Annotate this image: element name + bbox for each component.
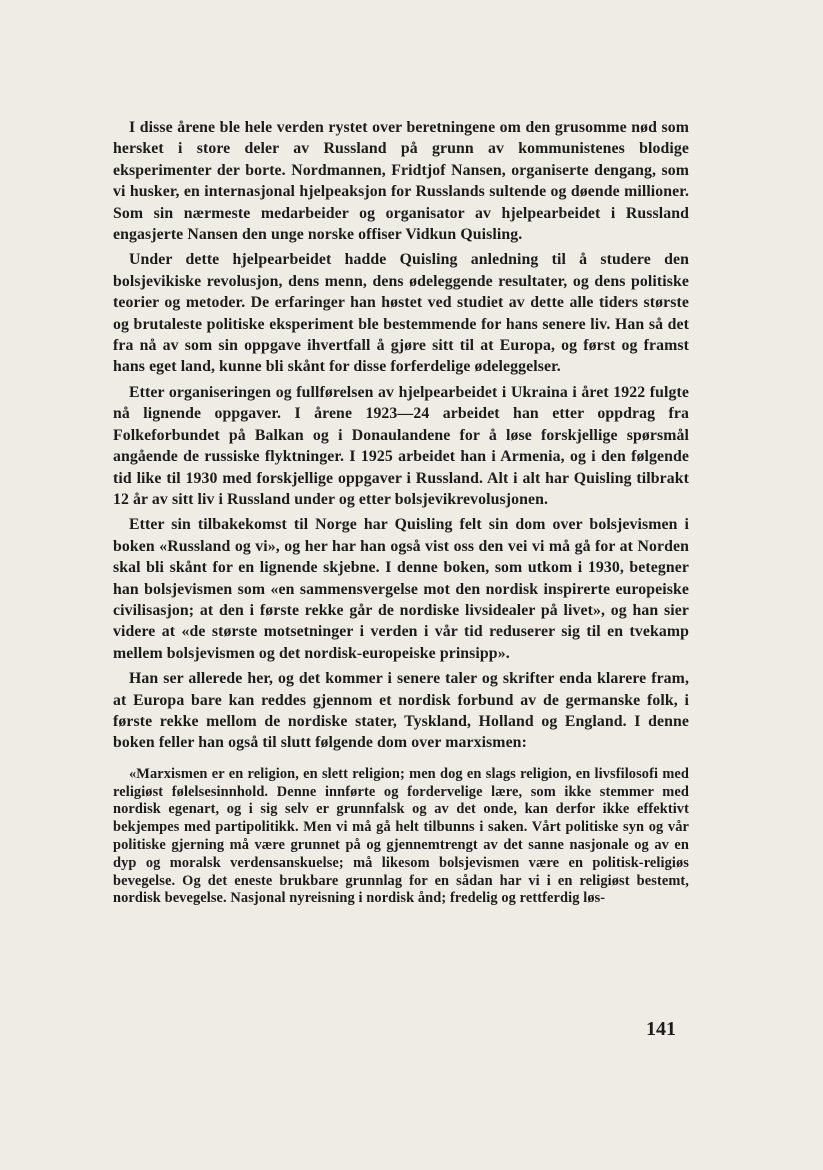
paragraph-famine: I disse årene ble hele verden rystet over beretningene om den grusomme nød som hersket i store deler av Russland på grunn av kommunistenes blodige eksperimenter der borte. Nordmannen, Fridtjof Nansen, organiserte dengang, som vi husker, en internasjonal hjelpeaksjon for Russlands sultende og døende millioner. Som sin nærmeste medarbeider og organisator av hjelpearbeidet i Russland engasjerte Nansen den unge norske offiser Vidkun Quisling. xyxy=(113,119,689,244)
paragraph-missions: Etter organiseringen og fullførelsen av hjelpearbeidet i Ukraina i året 1922 fulgte nå lignende oppgaver. I årene 1923—24 arbeidet han etter oppdrag fra Folkeforbundet på Balkan og i Donaulandene for å løse forskjellige spørsmål angående de russiske flyktninger. I 1925 arbeidet han i Armenia, og i den følgende tid like til 1930 med forskjellige oppgaver i Russland. Alt i alt har Quisling tilbrakt 12 år av sitt liv i Russland under og etter bolsjevikrevolusjonen. xyxy=(113,383,689,508)
page-body xyxy=(113,117,689,908)
paragraph-relief-work: Under dette hjelpearbeidet hadde Quisling anledning til å studere den bolsjevikiske revolusjon, dens menn, dens ødeleggende resultater, og dens politiske teorier og metoder. De erfaringer han høstet ved studiet av dette alle tiders største og brutaleste politiske eksperiment ble bestemmende for hans senere liv. Han så det fra nå av som sin oppgave ihvertfall å gjøre sitt til at Europa, og først og framst hans eget land, kunne bli skånt for disse forferdelige ødeleggelser. xyxy=(113,251,689,376)
block-quote-marxism: «Marxismen er en religion, en slett religion; men dog en slags religion, en livsfilosofi med religiøst følelsesinnhold. Denne innførte og fordervelige lære, som ikke stemmer med nordisk egenart, og i sig selv er grunnfalsk og av det onde, kan derfor ikke effektivt bekjempes med partipolitikk. Men vi må gå helt tilbunns i saken. Vårt politiske syn og vår politiske gjerning må være grunnet på og gjennemtrengt av det sanne nasjonale og av en dyp og moralsk verdensanskuelse; må likesom bolsjevismen være en politisk-religiøs bevegelse. Og det eneste brukbare grunnlag for en sådan har vi i en religiøst bestemt, nordisk bevegelse. Nasjonal nyreisning i nordisk ånd; fredelig og rettferdig løs- xyxy=(113,765,689,907)
page-number: 141 xyxy=(646,1018,676,1040)
paragraph-nordic-union: Han ser allerede her, og det kommer i senere taler og skrifter enda klarere fram, at Europa bare kan reddes gjennom et nordisk forbund av de germanske folk, i første rekke mellom de nordiske stater, Tyskland, Holland og England. I denne boken feller han også til slutt følgende dom over marxismen: xyxy=(113,670,689,752)
paragraph-russland-og-vi: Etter sin tilbakekomst til Norge har Quisling felt sin dom over bolsjevismen i boken «Russland og vi», og her har han også vist oss den vei vi må gå for at Norden skal bli skånt for en lignende skjebne. I denne boken, som utkom i 1930, betegner han bolsjevismen som «en sammensvergelse mot den nordisk inspirerte europeiske civilisasjon; at den i første rekke går de nordiske livsidealer på livet», og han sier videre at «de største motsetninger i verden i vår tid reduserer sig til en tvekamp mellem bolsjevismen og det nordisk-europeiske prinsipp». xyxy=(113,516,689,662)
